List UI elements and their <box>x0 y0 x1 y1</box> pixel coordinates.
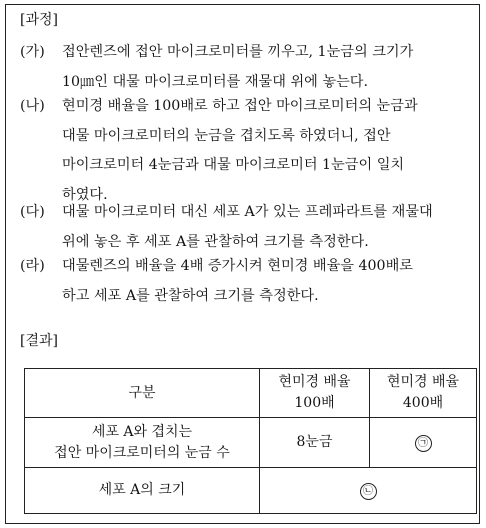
step-text: 접안렌즈에 접안 마이크로미터를 끼우고, 1눈금의 크기가 <box>62 44 414 60</box>
header-line: 100배 <box>294 395 335 411</box>
cell-400x-count <box>370 418 477 468</box>
process-heading: [과정] <box>20 12 58 28</box>
process-step-na <box>20 95 478 213</box>
result-heading: [결과] <box>20 333 58 349</box>
header-line: 현미경 배율 <box>278 374 351 390</box>
step-text: 하고 세포 A를 관찰하여 크기를 측정한다. <box>62 287 319 304</box>
step-text: 마이크로미터 4눈금과 대물 마이크로미터 1눈금이 일치 <box>62 157 405 173</box>
row-label-cell-size: 세포 A의 크기 <box>25 468 260 514</box>
step-marker: (가) <box>20 44 45 60</box>
header-line: 400배 <box>402 395 444 411</box>
step-marker: (다) <box>20 204 45 220</box>
step-text: 10㎛인 대물 마이크로미터를 재물대 위에 놓는다. <box>62 73 368 90</box>
cell-100x-count: 8눈금 <box>260 418 370 468</box>
circled-marker-giyeok: ㉠ <box>415 435 432 452</box>
step-text: 대물렌즈의 배율을 4배 증가시켜 현미경 배율을 400배로 <box>62 258 413 274</box>
step-text: 대물 마이크로미터 대신 세포 A가 있는 프레파라트를 재물대 <box>62 204 433 220</box>
result-table <box>24 368 477 514</box>
header-cell-100x <box>260 369 370 418</box>
row-label-line: 접안 마이크로미터의 눈금 수 <box>54 444 230 461</box>
process-step-ga <box>20 41 478 100</box>
cell-size-value <box>260 468 477 514</box>
step-marker: (라) <box>20 258 45 274</box>
step-marker: (나) <box>20 98 45 114</box>
step-text: 하였다. <box>62 186 108 203</box>
document-box <box>5 4 480 524</box>
table-header-row <box>25 369 477 418</box>
process-step-da <box>20 201 478 260</box>
row-label-overlap-count <box>25 418 260 468</box>
table-row <box>25 418 477 468</box>
row-label-line: 세포 A와 겹치는 <box>91 423 193 440</box>
table-row <box>25 468 477 514</box>
step-text: 위에 놓은 후 세포 A를 관찰하여 크기를 측정한다. <box>62 233 369 250</box>
circled-marker-nieun: ㉡ <box>360 483 377 500</box>
header-cell-category: 구분 <box>25 369 260 418</box>
header-cell-400x <box>370 369 477 418</box>
step-text: 현미경 배율을 100배로 하고 접안 마이크로미터의 눈금과 <box>62 98 418 114</box>
header-line: 현미경 배율 <box>386 374 460 390</box>
process-step-ra <box>20 255 478 314</box>
step-text: 대물 마이크로미터의 눈금을 겹치도록 하였더니, 접안 <box>62 127 391 144</box>
